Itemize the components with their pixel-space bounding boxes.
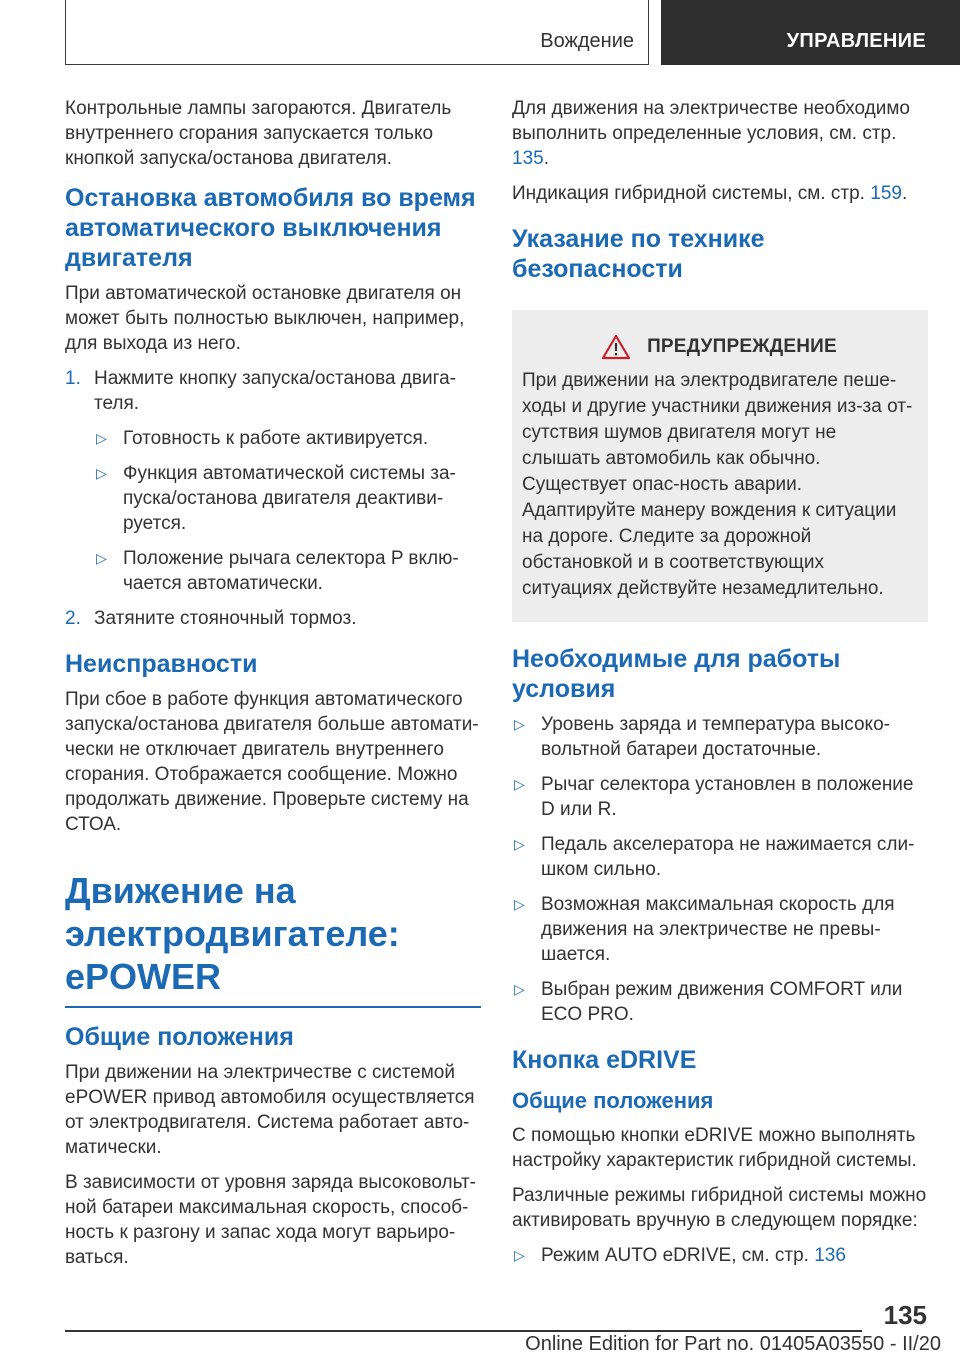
heading-stop-vehicle: Остановка автомобиля во время автоматического выключения двигателя <box>65 184 476 272</box>
header-chapter-tab <box>661 0 960 65</box>
list-item-text: Функция автоматической системы за-пуска/останова двигателя деактиви-руется. <box>123 463 456 534</box>
triangle-right-icon: ▷ <box>514 776 525 792</box>
list-item <box>94 461 483 536</box>
triangle-right-icon: ▷ <box>96 430 107 446</box>
general-paragraph-1: При движении на электричестве с системой ePOWER привод автомобиля осуществляется от электродвигателя. Система работает авто-матически. <box>65 1061 475 1158</box>
text: Для движения на электричестве необходимо выполнить определенные условия, см. стр. <box>512 98 910 144</box>
triangle-right-icon: ▷ <box>96 550 107 566</box>
list-item <box>512 892 928 967</box>
triangle-right-icon: ▷ <box>96 465 107 481</box>
triangle-right-icon: ▷ <box>514 836 525 852</box>
step-number: 1. <box>65 368 81 389</box>
list-item-text: Возможная максимальная скорость для движения на электричестве не превы-шается. <box>541 894 895 965</box>
intro-paragraph: Контрольные лампы загораются. Двигатель внутреннего сгорания запускается только кнопкой запуска/останова двигателя. <box>65 98 452 169</box>
page-link[interactable]: 159 <box>870 183 902 204</box>
edrive-paragraph-1: С помощью кнопки eDRIVE можно выполнять настройку характеристик гибридной системы. <box>512 1125 917 1171</box>
triangle-right-icon: ▷ <box>514 1247 525 1263</box>
header-section-tab <box>65 0 649 65</box>
stop-paragraph: При автоматической остановке двигателя он может быть полностью выключен, например, для выхода из него. <box>65 283 465 354</box>
warning-text: При движении на электродвигателе пеше-ходы и другие участники движения из-за от-сутствия шумов двигателя могут не слышать автомобиль как обычно. Существует опас-ность аварии. Адаптируйте манеру вождения к ситуации на дороге. Следите за дорожной обстановкой и в соответствующих ситуациях действуйте незамедлительно. <box>522 370 913 599</box>
text: . <box>901 183 908 204</box>
triangle-right-icon: ▷ <box>514 716 525 732</box>
list-item-text: Рычаг селектора установлен в положение D или R. <box>541 774 914 820</box>
step-2 <box>65 606 483 631</box>
hybrid-indicator-paragraph <box>512 181 928 206</box>
list-item <box>512 977 928 1027</box>
heading-epower: Движение на электродвигателе: ePOWER <box>65 870 400 997</box>
heading-requirements: Необходимые для работы условия <box>512 645 841 703</box>
conditions-paragraph <box>512 96 928 171</box>
list-item-text: Выбран режим движения COMFORT или ECO PRO. <box>541 979 903 1025</box>
text: . <box>543 148 549 169</box>
text: Индикация гибридной системы, см. стр. <box>512 183 871 204</box>
heading-general: Общие положения <box>65 1022 294 1051</box>
warning-title: ПРЕДУПРЕЖДЕНИЕ <box>647 336 837 357</box>
list-item <box>512 712 928 762</box>
triangle-right-icon: ▷ <box>514 896 525 912</box>
list-item <box>94 546 483 596</box>
list-item <box>512 1243 928 1268</box>
step-text: Нажмите кнопку запуска/останова двига-теля. <box>94 368 457 414</box>
heading-safety: Указание по технике безопасности <box>512 225 765 283</box>
general-paragraph-2: В зависимости от уровня заряда высоковольт-ной батареи максимальная скорость, способ-ность к разгону и запас хода могут варьиро-ваться. <box>65 1171 477 1268</box>
page-number: 135 <box>883 1300 927 1330</box>
page-link[interactable]: 136 <box>814 1245 846 1266</box>
list-item-text: Педаль акселератора не нажимается сли-шком сильно. <box>541 834 915 880</box>
list-item-text: Режим AUTO eDRIVE, см. стр. <box>541 1245 815 1266</box>
section-title: Вождение <box>540 30 634 52</box>
list-item <box>512 832 928 882</box>
list-item-text: Уровень заряда и температура высоко-вольтной батареи достаточные. <box>541 714 890 760</box>
step-text: Затяните стояночный тормоз. <box>94 608 357 629</box>
page-link[interactable]: 135 <box>512 148 544 169</box>
right-column <box>512 96 928 1278</box>
warning-triangle-icon <box>601 334 631 360</box>
list-item-text: Готовность к работе активируется. <box>123 428 429 449</box>
heading-faults: Неисправности <box>65 650 258 678</box>
chapter-title: УПРАВЛЕНИЕ <box>786 30 926 52</box>
list-item <box>94 426 483 451</box>
footer-edition: Online Edition for Part no. 01405A03550 - II/20 <box>525 1333 941 1355</box>
heading-general-2: Общие положения <box>512 1088 714 1113</box>
step-number: 2. <box>65 608 81 629</box>
footer-divider <box>65 1330 862 1332</box>
edrive-paragraph-2: Различные режимы гибридной системы можно активировать вручную в следующем порядке: <box>512 1185 927 1231</box>
left-column <box>65 96 483 1280</box>
triangle-right-icon: ▷ <box>514 981 525 997</box>
warning-header <box>522 334 916 360</box>
fault-paragraph: При сбое в работе функция автоматического запуска/останова двигателя больше автомати-чески не отключает двигатель внутреннего сгорания. Отображается сообщение. Можно продолжать движение. Проверьте систему на СТОА. <box>65 689 479 835</box>
warning-box <box>512 310 928 622</box>
heading-edrive-button: Кнопка eDRIVE <box>512 1046 697 1074</box>
list-item-text: Положение рычага селектора P вклю-чается автоматически. <box>123 548 459 594</box>
section-divider <box>65 1006 481 1008</box>
step-1 <box>65 366 483 416</box>
list-item <box>512 772 928 822</box>
